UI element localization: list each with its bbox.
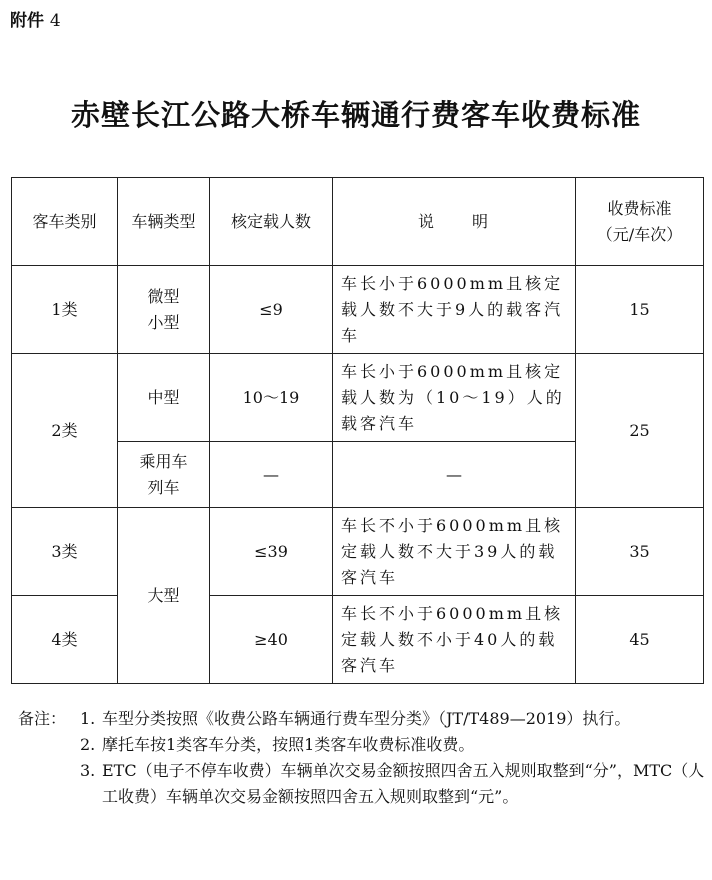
note-item	[18, 758, 708, 810]
cell-description: —	[333, 442, 576, 508]
header-fee-line2: （元/车次）	[596, 224, 683, 244]
page-title: 赤壁长江公路大桥车辆通行费客车收费标准	[70, 98, 641, 132]
cell-description: 车长小于6000mm且核定载人数不大于9人的载客汽车	[333, 266, 576, 354]
header-category: 客车类别	[12, 178, 118, 266]
cell-vehicle-type-line2: 小型	[147, 312, 180, 332]
header-vehicle-type: 车辆类型	[118, 178, 210, 266]
note-text: 摩托车按1类客车分类，按照1类客车收费标准收费。	[102, 735, 475, 754]
note-item	[18, 706, 708, 732]
table-row	[12, 596, 704, 684]
note-text: ETC（电子不停车收费）车辆单次交易金额按照四舍五入规则取整到“分”，MTC（人工收费）车辆单次交易金额按照四舍五入规则取整到“元”。	[102, 761, 705, 806]
cell-vehicle-type: 大型	[118, 508, 210, 684]
cell-category: 3类	[12, 508, 118, 596]
cell-vehicle-type-line1: 乘用车	[139, 451, 188, 471]
cell-category: 1类	[12, 266, 118, 354]
attachment-number: 4	[49, 11, 61, 31]
header-fee	[576, 178, 704, 266]
attachment-label-text: 附件	[10, 11, 44, 31]
cell-capacity: ≤9	[210, 266, 333, 354]
cell-vehicle-type: 中型	[118, 354, 210, 442]
cell-fee: 15	[576, 266, 704, 354]
table-row	[12, 266, 704, 354]
cell-capacity: —	[210, 442, 333, 508]
cell-vehicle-type-line1: 微型	[147, 286, 180, 306]
cell-fee: 45	[576, 596, 704, 684]
cell-description: 车长不小于6000mm且核定载人数不大于39人的载客汽车	[333, 508, 576, 596]
attachment-label	[10, 6, 61, 31]
note-number: 3.	[80, 761, 96, 780]
table-row	[12, 354, 704, 442]
note-text: 车型分类按照《收费公路车辆通行费车型分类》（JT/T489—2019）执行。	[102, 709, 631, 728]
header-capacity: 核定载人数	[210, 178, 333, 266]
table-header-row	[12, 178, 704, 266]
header-description: 说 明	[333, 178, 576, 266]
cell-capacity: 10～19	[210, 354, 333, 442]
cell-category: 4类	[12, 596, 118, 684]
fee-table	[11, 177, 704, 684]
notes-section	[18, 706, 708, 810]
table-row	[12, 508, 704, 596]
cell-vehicle-type-line2: 列车	[147, 477, 180, 497]
cell-vehicle-type	[118, 266, 210, 354]
cell-vehicle-type	[118, 442, 210, 508]
cell-fee: 35	[576, 508, 704, 596]
cell-description: 车长不小于6000mm且核定载人数不小于40人的载客汽车	[333, 596, 576, 684]
note-number: 1.	[80, 709, 96, 728]
cell-capacity: ≤39	[210, 508, 333, 596]
cell-fee: 25	[576, 354, 704, 508]
cell-capacity: ≥40	[210, 596, 333, 684]
header-fee-line1: 收费标准	[607, 198, 672, 218]
cell-category: 2类	[12, 354, 118, 508]
notes-label: 备注：	[18, 709, 67, 728]
note-item	[18, 732, 708, 758]
cell-description: 车长小于6000mm且核定载人数为（10～19）人的载客汽车	[333, 354, 576, 442]
note-number: 2.	[80, 735, 96, 754]
